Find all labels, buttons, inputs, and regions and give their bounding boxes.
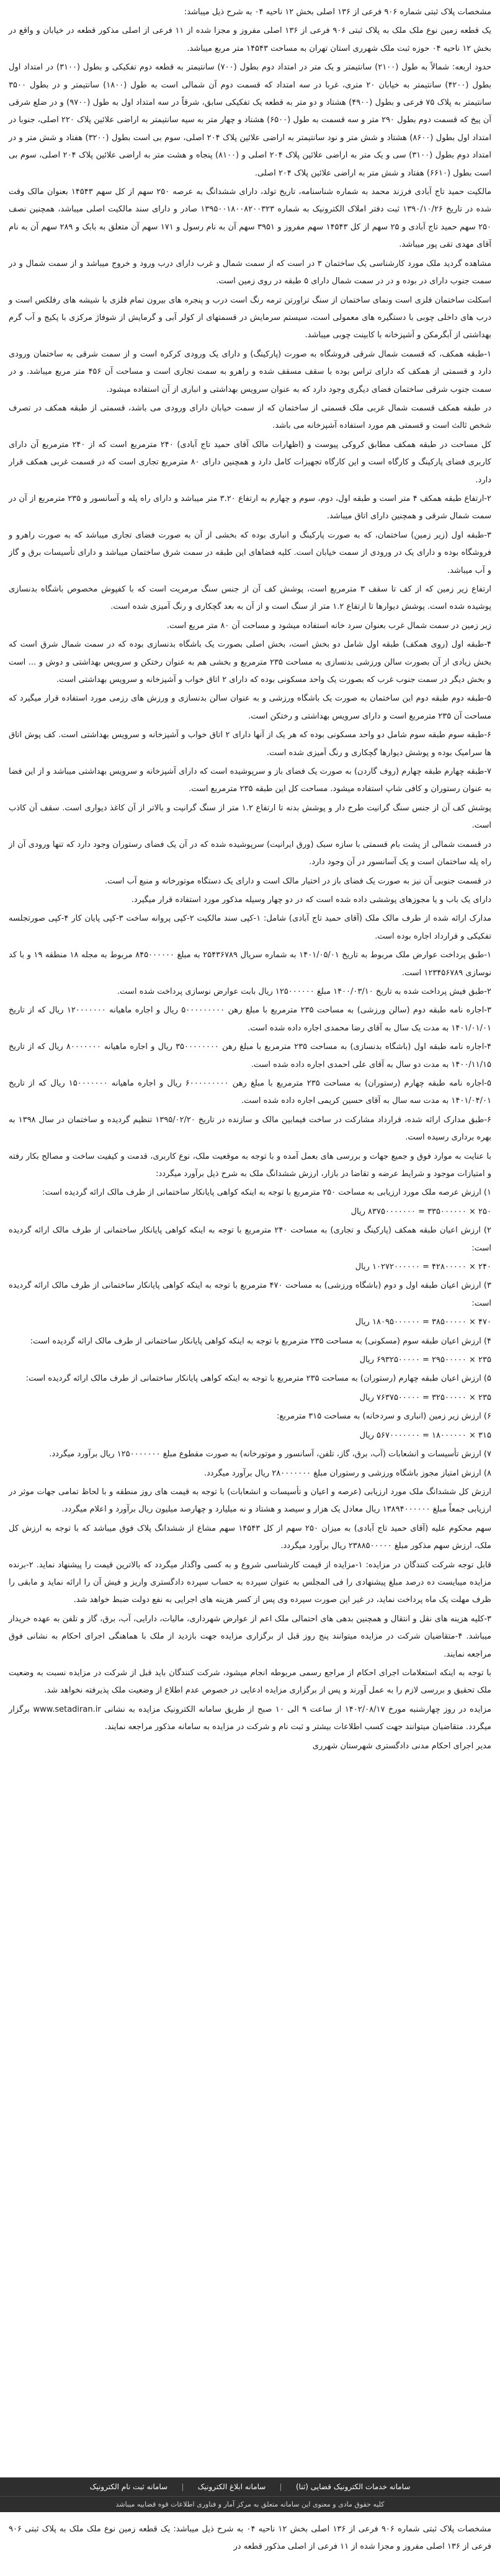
- notice-paragraph: ۲۴۰ × ۴۲۸۰۰۰۰۰ = ۱۰۲۷۲۰۰۰۰۰۰ ریال: [355, 1262, 491, 1272]
- notice-paragraph: مدارک ارائه شده از طرف مالک ملک (آقای حمید تاج آبادی) شامل: ۱-کپی سند مالکیت ۲-کپی پروانه ساخت ۳-کپی پایان کار ۴-کپی صورتجلسه تفکیکی و قرارداد اجاره بوده است.: [9, 914, 491, 941]
- notice-paragraph: ۶-طبق مدارک ارائه شده، قرارداد مشارکت در ساخت فیمابین مالک و سازنده در تاریخ ۱۳۹۵/۰۲/۲۰ تنظیم گردیده و ساختمان در سال ۱۳۹۸ به بهره برداری رسیده است.: [9, 1115, 492, 1143]
- notice-paragraph: قابل توجه شرکت کنندگان در مزایده: ۱-مزایده از قیمت کارشناسی شروع و به کسی واگذار میگردد که بالاترین قیمت را پیشنهاد نماید. ۲-برنده مزایده میبایست ده درصد مبلغ پیشنهادی را فی المجلس به عنوان سپرده به حساب سپرده دادگستری واریز و فیش آن را ارائه نماید و مابقی را ظرف مهلت یک ماه پرداخت نماید، در غیر این صورت سپرده وی پس از کسر هزینه های اجرایی به نفع دولت ضبط خواهد شد.: [9, 1560, 492, 1605]
- footer-separator: [182, 2484, 183, 2491]
- notice-paragraph: پوشش کف آن از جنس سنگ گرانیت طرح دار و پوشش بدنه تا ارتفاع ۱.۲ متر از سنگ گرانیت و بالاتر از آن کاغذ دیواری است. سقف آن کاذب است.: [9, 803, 491, 831]
- notice-paragraph: اسکلت ساختمان فلزی است ونمای ساختمان از سنگ تراورتن ترمه رنگ است درب و پنجره های بیرون تمام فلزی با شیشه های رفلکس است و درب های داخلی چوبی با دستگیره های معمولی است، سیستم سرمایش در قسمتهای از کولر آبی و گرمایش از شوفاژ مرکزی با پکیج و آب گرم بهداشتی از آبگرمکن و آشپزخانه با کابینت چوبی میباشد.: [9, 295, 491, 340]
- notice-paragraph: مالکیت حمید تاج آبادی فرزند محمد به شماره شناسنامه، تاریخ تولد، دارای ششدانگ به عرصه ۲۵۰ سهم از کل سهم ۱۴۵۴۳ بعنوان مالک وقت شده در تاریخ ۱۳۹۰/۱۰/۲۶ ثبت دفتر املاک الکترونیک به شماره ۱۳۹۵۰۰۱۸۰۰۸۲۰۰۳۲۳ صادر و دارای سند مالکیت اصلی میباشد، همچنین نصف ۲۵۰ سهم حمید تاج آبادی و ۲۵ سهم از کل ۱۴۵۴۳ سهم مفروز و ۳۹۵۱ سهم آن به نام رسول و ۱۷۱ سهم آن متعلق به بابک و ۲۸۹ سهم آن به نام آقای مهدی تقی پور میباشد.: [9, 187, 492, 250]
- notice-paragraph: ۲۵۰ × ۳۳۵۰۰۰۰۰۰ = ۸۳۷۵۰۰۰۰۰۰۰ ریال: [350, 1206, 491, 1216]
- notice-paragraph: با توجه به اینکه استعلامات اجرای احکام از مراجع رسمی مربوطه انجام میشود، شرکت کنندگان باید قبل از شرکت در مزایده نسبت به وضعیت ملک تحقیق و بررسی لازم را به عمل آورند و پس از برگزاری مزایده ادعایی در خصوص عدم اطلاع از وضعیت ملک پذیرفته نخواهد شد.: [9, 1668, 491, 1696]
- notice-paragraph: ۶) ارزش زیر زمین (انباری و سردخانه) به مساحت ۳۱۵ مترمربع:: [277, 1412, 491, 1422]
- notice-paragraph: دارای یک باب و یا مجوزهای پوششی داده شده است که در دو چهار وسیله مذکور مورد استفاده قرار میگیرد.: [131, 895, 491, 905]
- notice-paragraph: ۲-طبق فیش پرداخت شده به تاریخ ۱۴۰۰/۰۳/۱۰ مبلغ ۱۲۵۰۰۰۰۰۰ ریال بابت عوارض نوسازی پرداخت شده است.: [117, 986, 491, 996]
- notice-paragraph: ۶-طبقه سوم طبقه سوم شامل دو واحد مسکونی بوده که هر یک از آنها دارای ۲ اتاق خواب و آشپزخانه و سرویس بهداشتی است. کف پوش اتاق ها سرامیک بوده و پوشش دیوارها گچکاری و رنگ آمیزی شده است.: [9, 730, 492, 758]
- notice-paragraph: در قسمت جنوبی آن نیز به صورت یک فضای باز در اختیار مالک است و دارای یک دستگاه موتورخانه و منبع آب است.: [105, 876, 491, 886]
- notice-paragraph: ۳) ارزش اعیان طبقه اول و دوم (باشگاه ورزشی) به مساحت ۴۷۰ مترمربع با توجه به اینکه کواهی پایانکار ساختمانی از طرف مالک ارائه گردیده است:: [9, 1281, 491, 1308]
- footer-link-sabtnam[interactable]: سامانه ثبت نام الکترونیک: [89, 2482, 168, 2491]
- footer-copyright: کلیه حقوق مادی و معنوی این سامانه متعلق به مرکز آمار و فناوری اطلاعات قوه قضاییه میباشد: [115, 2500, 385, 2508]
- footer-links: [0, 2477, 500, 2497]
- notice-paragraph: حدود اربعه: شمالاً به طول (۲۱۰۰) سانتیمتر و یک متر در امتداد دوم بطول (۷۰۰) سانتیمتر به قطعه دوم تفکیکی و بطول (۳۱۰۰) در امتداد اول بطول (۴۲۰۰) سانتیمتر به خیابان ۲۰ متری، غربا در سه امتداد که قسمت دوم آن شمالی است به طول (۱۸۰۰) سانتیمتر و در بطول ۳۵۰۰ سانتیمتر به پلاک ۷۵ فرعی و بطول (۴۹۰۰) هشتاد و دو متر به قطعه یک تفکیکی سابق، شرقاً در سه امتداد اول به طول (۹۷۰۰) و در ضلع شرقی آن پیخ که قسمت دوم بطول ۲۹۰ متر و سه قسمت به طول (۶۵۰۰) هشتاد و چهار متر به سیه سانتیمتر به اراضی علائین پلاک ۲۲۰ اصلی، جنوبا در امتداد اول بطول (۸۶۰۰) هشتاد و شش متر و نود سانتیمتر به اراضی علائین پلاک ۲۰۴ اصلی، سوم بی است بطول (۳۲۰۰) هفتاد و شش متر و در امتداد دوم بطول (۳۱۰۰) سی و یک متر به اراضی علائین پلاک ۲۰۴ اصلی و (۸۱۰۰) پنجاه و هشت متر به اراضی علائین پلاک ۲۰۴ اصلی، سوم بی است بطول (۶۶۱۰) هفتاد و شش متر به اراضی علائین پلاک ۲۰۴ اصلی.: [9, 63, 492, 178]
- notice-paragraph: مزایده در روز چهارشنبه مورخ ۱۴۰۲/۰۸/۱۷ از ساعت ۹ الی ۱۰ صبح از طریق سامانه الکترونیک مزایده به نشانی www.setadiran.ir برگزار میگردد. متقاضیان میتوانند جهت کسب اطلاعات بیشتر و ثبت نام و شرکت در مزایده به سامانه مذکور مراجعه نمایند.: [9, 1704, 491, 1732]
- notice-paragraph: ۲-ارتفاع طبقه همکف ۴ متر است و طبقه اول، دوم، سوم و چهارم به ارتفاع ۳.۲۰ متر میباشد و دارای راه پله و آسانسور و ۲۳۵ مترمربع از آن در سمت شمال شرقی و همچنین دارای اتاق میباشد.: [9, 494, 491, 521]
- notice-paragraph: ۴-طبقه اول (روی همکف) طبقه اول شامل دو بخش است، بخش اصلی بصورت یک باشگاه بدنسازی بوده که در سمت شمال شرق است که بخش زیادی از آن بصورت سالن ورزشی بدنسازی به مساحت ۲۳۵ مترمربع و بخشی هم به عنوان رختکن و سرویس بهداشتی و دوش و ... است و بخش دیگر در سمت جنوب غرب که بصورت یک واحد مسکونی بوده که دارای ۲ اتاق خواب و آشپزخانه و سرویس بهداشتی است.: [9, 640, 492, 685]
- notice-paragraph: ارتفاع زیر زمین که از کف تا سقف ۳ مترمربع است، پوشش کف آن از جنس سنگ مرمریت است که با کفپوش مخصوص باشگاه بدنسازی پوشیده شده است. پوشش دیوارها تا ارتفاع ۱.۲ متر از سنگ است و از آن به بعد گچکاری و رنگ آمیزی شده است.: [9, 585, 491, 612]
- notice-paragraph: ۲۳۵ × ۲۹۵۰۰۰۰۰ = ۶۹۳۲۵۰۰۰۰۰ ریال: [359, 1355, 491, 1365]
- notice-paragraph: ۷-طبقه چهارم طبقه چهارم (روف گاردن) به صورت یک فضای باز و سرپوشیده است که دارای آشپزخانه و سرویس بهداشتی میباشد و از این فضا به عنوان رستوران و کافی شاپ استفاده میشود. مساحت کل این طبقه ۲۳۵ مترمربع است.: [9, 767, 491, 794]
- notice-paragraph: ۳-اجاره نامه طبقه دوم (سالن ورزشی) به مساحت ۲۳۵ مترمربع با مبلغ رهن ۵۰۰۰۰۰۰۰۰۰ ریال و اجاره ماهیانه ۱۲۰۰۰۰۰۰۰ ریال که از تاریخ ۱۴۰۱/۰۱/۰۱ به مدت یک سال به آقای رضا محمدی اجاره داده شده است.: [9, 1006, 491, 1033]
- notice-paragraph: ۱) ارزش عرصه ملک مورد ارزیابی به مساحت ۲۵۰ مترمربع با توجه به اینکه کواهی پایانکار ساختمانی از طرف مالک ارائه گردیده است:: [42, 1188, 491, 1198]
- notice-paragraph: ۴) ارزش اعیان طبقه سوم (مسکونی) به مساحت ۲۳۵ مترمربع با توجه به اینکه کواهی پایانکار ساختمانی از طرف مالک ارائه گردیده است:: [30, 1336, 491, 1346]
- notice-paragraph: ۸) ارزش امتیاز مجوز باشگاه ورزشی و رستوران مبلغ ۲۸۰۰۰۰۰۰۰ ریال برآورد میگردد.: [203, 1468, 491, 1478]
- notice-paragraph: در قسمت شمالی از پشت بام قسمتی با سازه سبک (ورق ایرانیت) سرپوشیده شده که در آن یک فضای رستوران وجود دارد که تنها ورودی آن از راه پله ساختمان است و یک آسانسور در آن وجود دارد.: [9, 839, 491, 867]
- notice-paragraph: ۷) ارزش تأسیسات و انشعابات (آب، برق، گاز، تلفن، آسانسور و موتورخانه) به صورت مقطوع مبلغ ۱۲۵۰۰۰۰۰۰۰ ریال برآورد میگردد.: [49, 1450, 491, 1459]
- notice-paragraph: ۵) ارزش اعیان طبقه چهارم (رستوران) به مساحت ۲۳۵ مترمربع با توجه به اینکه کواهی پایانکار ساختمانی از طرف مالک ارائه گردیده است:: [25, 1374, 491, 1384]
- site-footer: [0, 2477, 500, 2512]
- repeated-notice-excerpt: مشخصات پلاک ثبتی شماره ۹۰۶ فرعی از ۱۳۶ اصلی بخش ۱۲ ناحیه ۰۴ به شرح ذیل میباشد: یک قطعه زمین نوع ملک ملک به پلاک ثبتی ۹۰۶ فرعی از ۱۳۶ اصلی مفروز و مجزا شده از ۱۱ فرعی از اصلی مذکور قطعه در: [9, 2525, 491, 2552]
- notice-paragraph: مشخصات پلاک ثبتی شماره ۹۰۶ فرعی از ۱۳۶ اصلی بخش ۱۲ ناحیه ۰۴ به شرح ذیل میباشد:: [184, 7, 491, 17]
- notice-paragraph: سهم محکوم علیه (آقای حمید تاج آبادی) به میزان ۲۵۰ سهم از کل ۱۴۵۴۳ سهم مشاع از ششدانگ پلاک فوق میباشد که با توجه به ارزش کل ملک، ارزش سهم مذکور مبلغ ۲۳۸۸۵۰۰۰۰۰ ریال برآورد میگردد.: [9, 1523, 491, 1551]
- notice-paragraph: کل مساحت در طبقه همکف مطابق کروکی پیوست و (اظهارات مالک آقای حمید تاج آبادی) ۲۴۰ مترمربع است که از ۲۴۰ مترمربع آن دارای کاربری فضای پارکینگ و کارگاه است و این کارگاه تجهیزات کامل دارد و همچنین دارای ۸۰ مترمربع تجاری است که در قسمت غربی همکف قرار دارد.: [9, 440, 491, 485]
- notice-paragraph: مشاهده گردید ملک مورد کارشناسی یک ساختمان ۳ در است که از سمت شمال و غرب دارای درب ورود و خروج میباشد و از سمت شمال و در سمت جنوب دارای در بوده و در در سمت شمال دارای ۵ طبقه در روی زمین است.: [9, 259, 492, 286]
- notice-paragraph: ۳-طبقه اول (زیر زمین) ساختمان، که به صورت پارکینگ و انباری بوده که بخشی از آن به صورت فضای تجاری میباشد که به صورت راهرو و فروشگاه بوده و دارای یک در ورودی از سمت خیابان است. کلیه فضاهای این طبقه در سمت شرق ساختمان میباشد و دارای تأسیسات برق و گاز و آب میباشد.: [9, 530, 491, 575]
- notice-paragraph: زیر زمین در سمت شمال غرب بعنوان سرد خانه استفاده میشود و مساحت آن ۸۰ متر مربع است.: [166, 621, 491, 631]
- notice-paragraph: ۱-طبق پرداخت عوارض ملک مربوط به تاریخ ۱۴۰۱/۰۵/۰۱ به شماره سریال ۲۵۴۳۶۷۸۹ به مبلغ ۸۴۵۰۰۰۰۰۰ مربوط به مجله ۱۸ منطقه ۱۹ و با کد نوسازی ۱۲۳۴۵۶۷۸۹ است.: [9, 950, 491, 978]
- notice-paragraph: ۴۷۰ × ۳۸۵۰۰۰۰۰ = ۱۸۰۹۵۰۰۰۰۰۰ ریال: [355, 1317, 491, 1327]
- notice-paragraph: ۲) ارزش اعیان طبقه همکف (پارکینگ و تجاری) به مساحت ۲۴۰ مترمربع با توجه به اینکه کواهی پایانکار ساختمانی از طرف مالک ارائه گردیده است:: [9, 1226, 491, 1253]
- notice-paragraph: ۵-اجاره نامه طبقه چهارم (رستوران) به مساحت ۲۳۵ مترمربع با مبلغ رهن ۶۰۰۰۰۰۰۰۰۰ ریال و اجاره ماهیانه ۱۵۰۰۰۰۰۰۰ ریال که از تاریخ ۱۴۰۱/۰۴/۰۱ به مدت سه سال به آقای حسین کریمی اجاره داده شده است.: [9, 1078, 491, 1106]
- notice-paragraph: ۱-طبقه همکف، که قسمت شمال شرقی فروشگاه به صورت (پارکینگ) و دارای یک ورودی کرکره است و از سمت شرقی به ساختمان ورودی دارد و قسمتی از همکف که دارای تراس بوده با سقف مسقف شده و راهرو به سمت تجاری است و مساحت آن ۴۵۶ متر مربع میباشد. و در سمت جنوب شرقی ساختمان فضای دیگری وجود دارد که به عنوان سرویس بهداشتی و انباری از آن استفاده میشود.: [9, 349, 491, 394]
- footer-link-eblagh[interactable]: سامانه ابلاغ الکترونیک: [197, 2482, 266, 2491]
- footer-link-sana[interactable]: سامانه خدمات الکترونیک قضایی (ثنا): [296, 2482, 411, 2491]
- notice-paragraph: ۴-اجاره نامه طبقه اول (باشگاه بدنسازی) به مساحت ۲۳۵ مترمربع با مبلغ رهن ۳۵۰۰۰۰۰۰۰۰ ریال و اجاره ماهیانه ۸۰۰۰۰۰۰۰ ریال که از تاریخ ۱۴۰۰/۱۱/۱۵ به مدت دو سال به آقای علی احمدی اجاره داده شده است.: [9, 1042, 491, 1069]
- notice-paragraph: با عنایت به موارد فوق و جمیع جهات و بررسی های بعمل آمده و با توجه به موقعیت ملک، نوع کاربری، قدمت و کیفیت ساخت و مصالح بکار رفته و امتیازات موجود و شرایط عرضه و تقاضا در بازار، ارزش ششدانگ ملک به شرح ذیل برآورد میگردد:: [9, 1151, 491, 1179]
- auction-notice-text: [9, 4, 491, 1755]
- notice-paragraph: ۲۳۵ × ۳۲۵۰۰۰۰۰ = ۷۶۳۷۵۰۰۰۰۰ ریال: [359, 1392, 491, 1402]
- notice-paragraph: ارزش کل ششدانگ ملک مورد ارزیابی (عرصه و اعیان و تأسیسات و انشعابات) با توجه به قیمت های روز منطقه و با لحاظ تمامی جهات موثر در ارزیابی جمعاً مبلغ ۱۳۸۹۴۰۰۰۰۰۰ ریال معادل یک هزار و سیصد و هشتاد و نه میلیارد و چهارصد میلیون ریال برآورد و اعلام میگردد.: [9, 1487, 491, 1515]
- notice-paragraph: ۳-کلیه هزینه های نقل و انتقال و همچنین بدهی های احتمالی ملک اعم از عوارض شهرداری، مالیات، دارایی، آب، برق، گاز و تلفن به عهده خریدار میباشد. ۴-متقاضیان شرکت در مزایده میتوانند پنج روز قبل از برگزاری مزایده جهت بازدید از ملک با هماهنگی اجرای احکام به نشانی فوق مراجعه نمایند.: [9, 1614, 491, 1659]
- footer-separator: [280, 2484, 281, 2491]
- notice-paragraph: مدیر اجرای احکام مدنی دادگستری شهرستان شهرری: [312, 1741, 491, 1751]
- notice-paragraph: ۳۱۵ × ۱۸۰۰۰۰۰۰ = ۵۶۷۰۰۰۰۰۰۰ ریال: [359, 1430, 491, 1440]
- notice-paragraph: ۵-طبقه دوم طبقه دوم این ساختمان به صورت یک باشگاه ورزشی و به عنوان سالن بدنسازی و ورزش های رزمی مورد استفاده قرار میگیرد که مساحت آن ۲۳۵ مترمربع است و دارای سرویس بهداشتی و رختکن است.: [9, 694, 491, 721]
- notice-paragraph: یک قطعه زمین نوع ملک ملک به پلاک ثبتی ۹۰۶ فرعی از ۱۳۶ اصلی مفروز و مجزا شده از ۱۱ فرعی از اصلی مذکور قطعه در خیابان و واقع در بخش ۱۲ ناحیه ۰۴ حوزه ثبت ملک شهرری استان تهران به مساحت ۱۴۵۴۳ متر مربع میباشد.: [9, 26, 491, 53]
- notice-paragraph: در طبقه همکف قسمت شمال غربی ملک قسمتی از ساختمان که از سمت خیابان دارای ورودی می باشد، قسمتی از طبقه همکف در تصرف شخص ثالث است و قسمتی هم مورد استفاده آشپزخانه می باشد.: [9, 403, 491, 431]
